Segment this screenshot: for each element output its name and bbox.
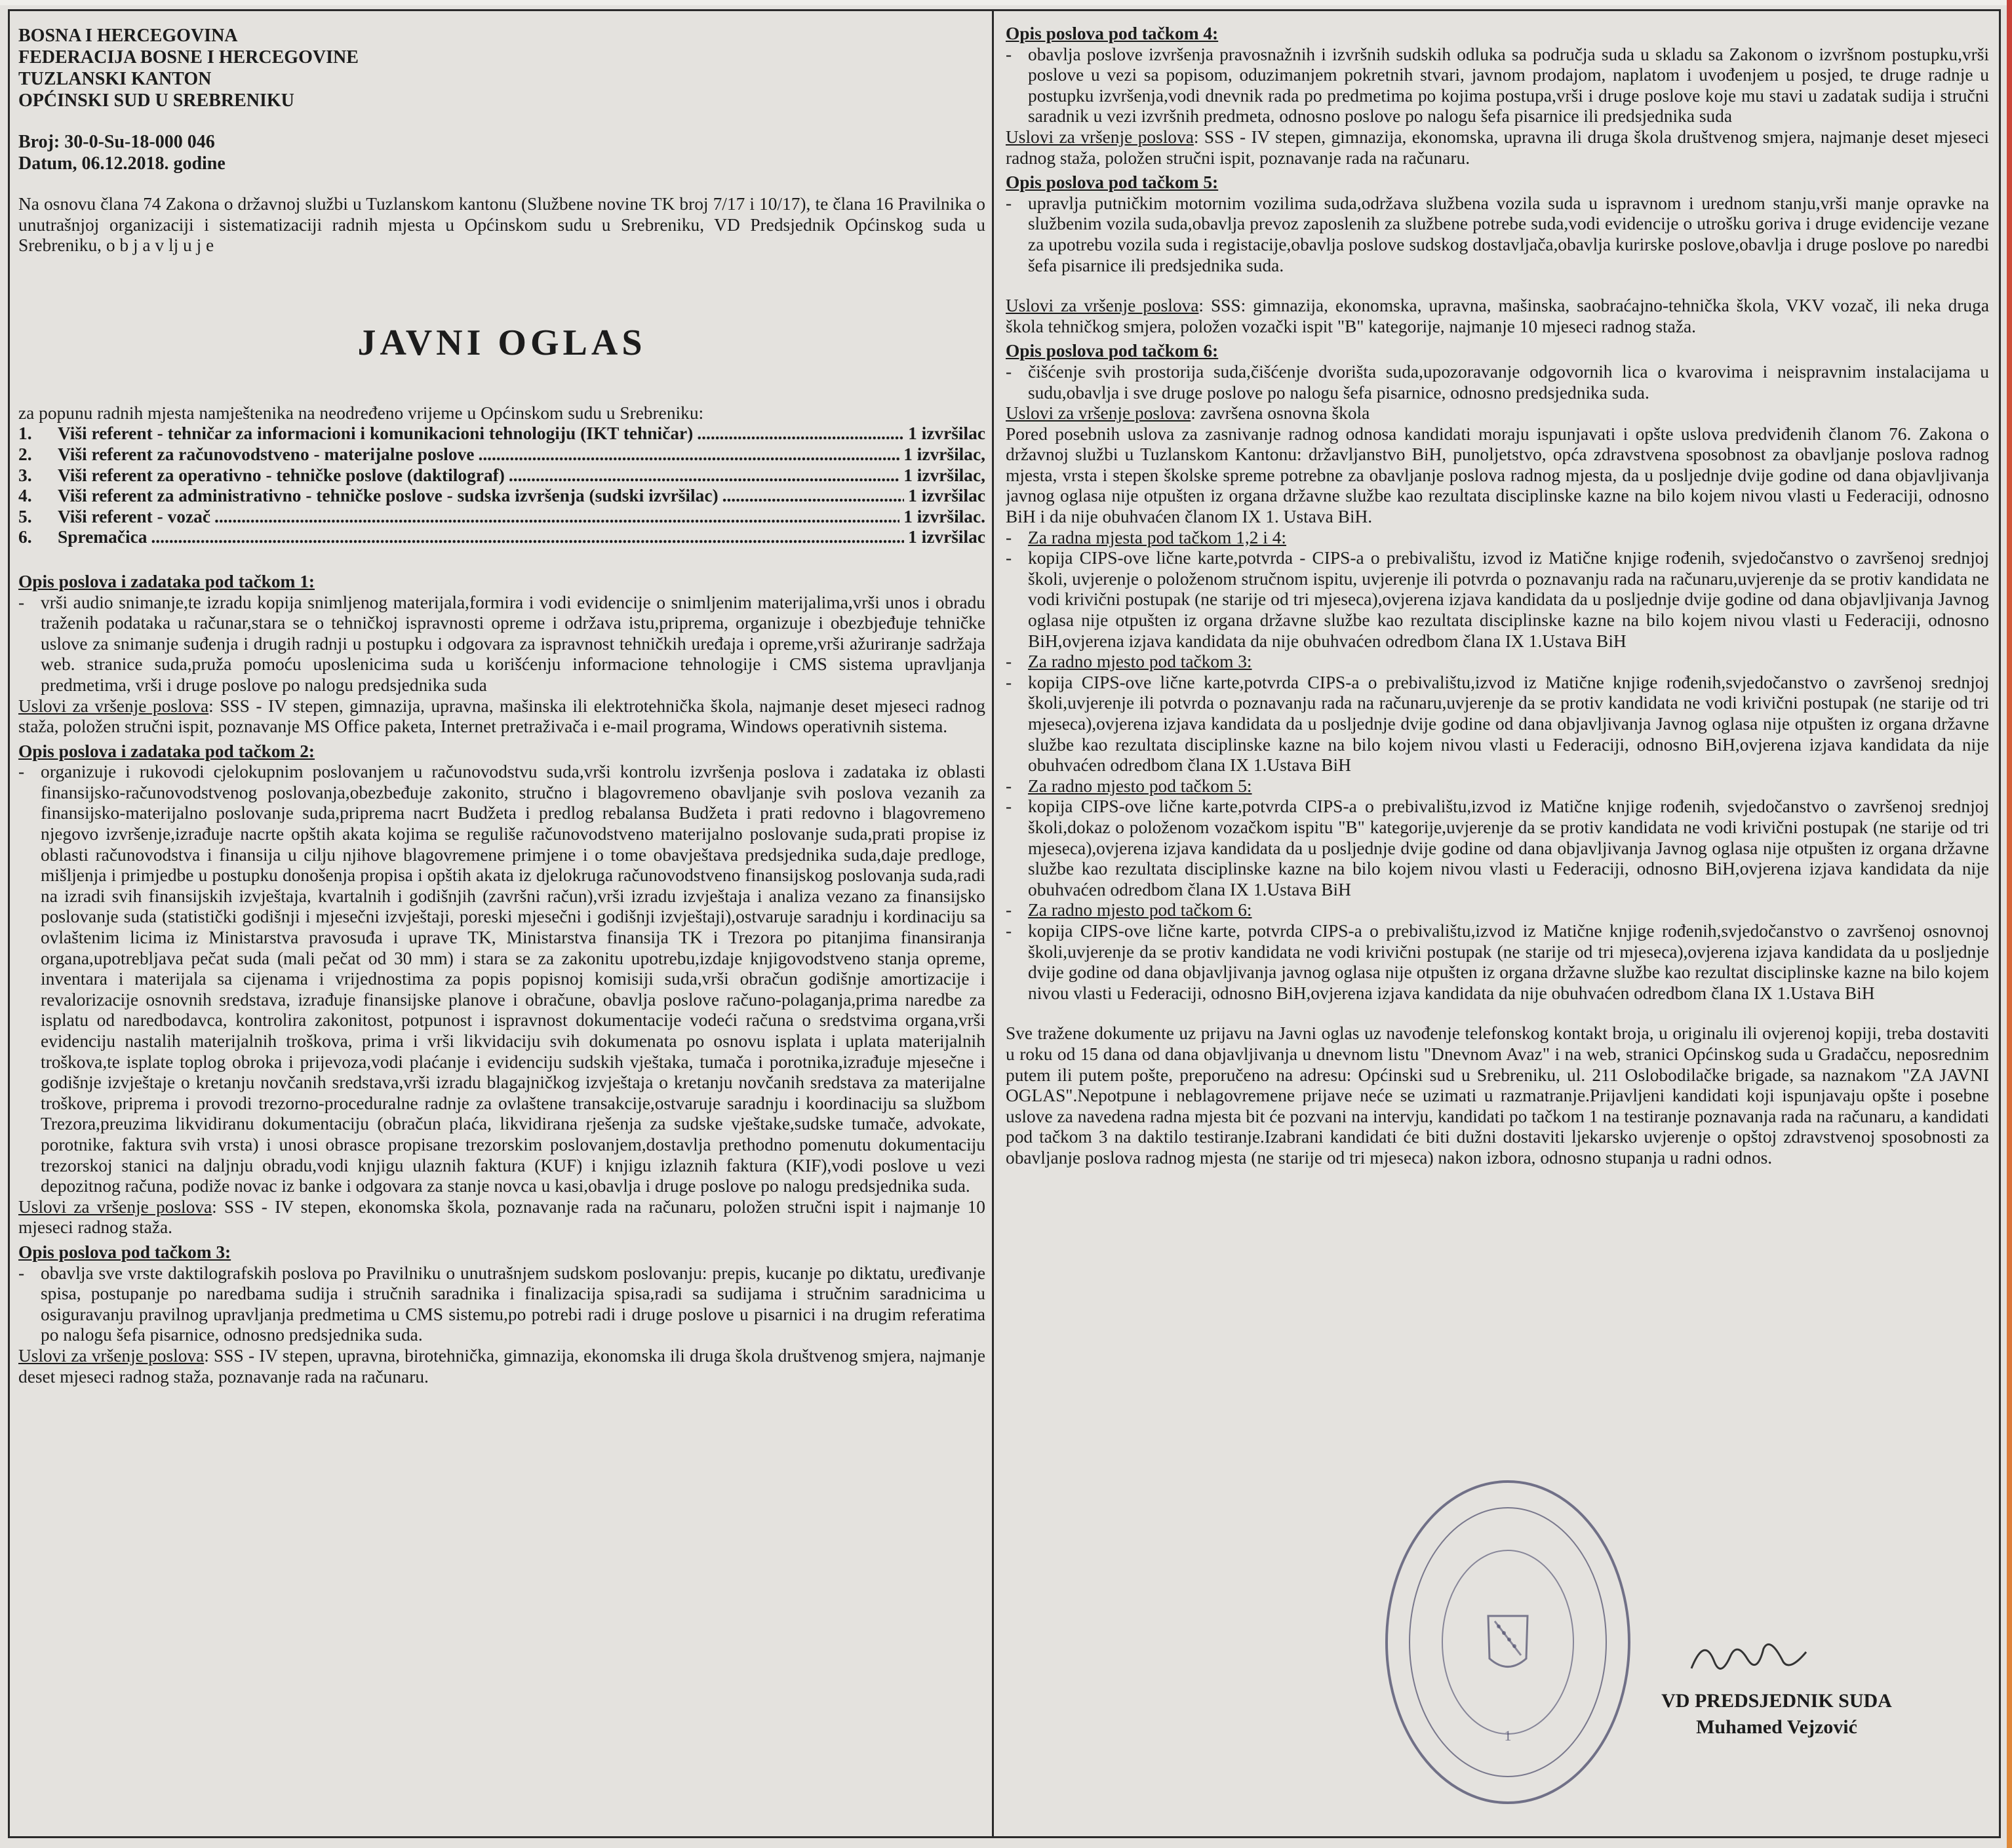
paper-right-edge — [2007, 0, 2012, 1848]
general-conditions: Pored posebnih uslova za zasnivanje radnog odnosa kandidati moraju ispunjavati i opšte uslova predviđenih članom 76. Zakona o državnoj službi u Tuzlanskom Kantonu: državljanstvo BiH, punoljetstvo, opća zdravstvena sposobnost za obavljanje poslova radnog mjesta, vrsta i stepen školske spreme potrebne za obavljanje poslova radnog mjesta, da u posljednje dvije godine od dana objavljivanja javnog oglasa nije otpušten iz organa državne službe kao rezultata disciplinske kazne na bilo kojem nivou vlasti u Federaciji, odnosno BiH i da nije obuhvaćen članom IX 1. Ustava BiH. — [1006, 423, 1989, 527]
docs-124-heading: - Za radna mjesta pod tačkom 1,2 i 4: — [1006, 527, 1287, 547]
signatory-title: VD PREDSJEDNIK SUDA — [1661, 1690, 1892, 1712]
closing-paragraph: Sve tražene dokumente uz prijavu na Javni oglas uz navođenje telefonskog kontakt broja, u originalu ili ovjerenoj kopiji, treba dostaviti u roku od 15 dana od dana objavljivanja u dnevnom listu "Dnevnom Avaz" i na web, stranici Općinskog suda u Gradačcu, neposrednim putem ili putem pošte, preporučeno na adresu: Općinski sud u Srebreniku, ul. 211 Oslobodilačke brigade, sa naznakom "ZA JAVNI OGLAS".Nepotpune i neblagovremene prijave neće se uzimati u razmatranje.Prijavljeni kandidati koji ispunjavaju opšte i posebne uslove za navedena radna mjesta bit će pozvani na intervju, kandidati po tačkom 1 na testiranje poznavanja rada na računaru, a kandidati pod tačkom 3 na daktilo testiranje.Izabrani kandidati će biti dužni dostaviti ljekarsko uvjerenje o opštoj zdravstvenoj sposobnosti za obavljanje poslova radnog mjesta (ne starije od tri mjeseca) nakon izbora, odnosno stupanja u radni odnos. — [1006, 1023, 1989, 1168]
reference-number: Broj: 30-0-Su-18-000 046 — [18, 132, 215, 152]
section-3-description: - obavlja sve vrste daktilografskih poslova po Pravilniku o unutrašnjem sudskom poslovanju: prepis, kucanje po diktatu, uređivanje spisa, postupanje po naredbama sudija i stručnih saradnika i finalizacija spisa,radi sa sudijama i stručnim saradnicima u osiguravanju pravilnog upravljanja predmetima u CMS sistemu,po potrebi radi i druge poslove u pisarnici i na drugim referatima po nalogu šefa pisarnice, odnosno predsjednika suda. — [18, 1263, 985, 1345]
section-2-description: - organizuje i rukovodi cjelokupnim poslovanjem u računovodstvu suda,vrši kontrolu izvršenja poslova i zadataka iz oblasti finansijsko-računovodstvenog poslovanja,obezbeđuje zakonito, stručno i blagovremeno obavljanje svih poslova vezanih za finansijsko-materijalno poslovanje suda,priprema nacrt Budžeta i predlog rebalansa Budžeta i prati redovno i blagovremeno njegovo izvršenje,izrađuje nacrte opštih akata kojima se reguliše računovodstveno materijalno poslovanje suda,prati propise iz oblasti računovodstva i finansija u cilju njihove blagovremene primjene i o tome obavještava predsjednika suda,daje predloge, mišljenja i primjedbe u postupku donošenja propisa i opštih akata iz djelokruga računovodstveno finansijskog poslovanja suda,radi na izradi svih finansijskih izvještaja, kvartalnih i godišnjih (završni račun),vrši izradu izvještaja i analiza vezano za finansijsko poslovanje suda (statistički godišnji i mjesečni izvještaji, poreski mjesečni i godišnji izvještaji),ostvaruje saradnju i kordinaciju sa ovlaštenim licima iz Ministarstva pravosuđa i uprave TK, Ministarstva finansija TK i Trezora po pitanjima finansiranja organa,upotrebljava pečat suda (mali pečat od 30 mm) i stara se za zakonitu upotrebu,izdaje knjigovodstveno stanja opreme, inventara i materijala sa cijenama i vrijednostima za popis popisnoj komisiji suda,vrši obračun godišnje amortizacije i revalorizacije osnovnih sredstava, izrađuje finansijske planove i obračune, obavlja poslove računo-polaganja,prima naredbe za isplatu od naredbodavca, kontrolira zakonitost, potpunost i ispravnost dokumentacije vodeći računa o sredstvima organa,vrši evidenciju nastalih materijalnih troškova, prima i vrši likvidaciju svih dokumenata po osnovu isplata i uplata materijalnih troškova,te isplate toplog obroka i prijevoza,vodi plaćanje i evidenciju sudskih vještaka, tumača i porotnika,izrađuje mjesečne i godišnje izvještaje o kretanju novčanih sredstava,vrši izradu blagajničkog izvještaja o kretanju novčanih sredstava za materijalne troškove, priprema i provodi trezorno-proceduralne radnje za ovlaštene transakcije,ostvaruje saradnju i koordinaciju sa službom Trezora,preuzima likvidiranu dokumentaciju (obračun plaća, likvidirana rješenja za sudske vještake,sudske tumače, advokate, porotnike, faktura svih vrsta) i unosi obrasce propisane trezorskim poslovanjem,dostavlja prethodno pomenutu dokumentaciju trezorskoj stanici na daljnju obradu,vodi knjigu ulaznih faktura (KUF) i knjigu izlaznih faktura (KIF),vodi poslove u vezi depozitnog računa, podiže novac iz banke i odgovara za stanje novca u kasi,obavlja i druge poslove po nalogu predsjednika suda. — [18, 762, 985, 1196]
section-4-description: - obavlja poslove izvršenja pravosnažnih i izvršnih sudskih odluka sa područja suda u skladu sa Zakonom o izvršnom postupku,vrši poslove u vezi sa popisom, oduzimanjem pokretnih stvari, javnom prodajom, naplatom i uvođenjem u posjed, te druge radnje u postupku izvršenja,vodi dnevnik rada po predmetima po kojima postupa,vrši i druge poslove koje mu stavi u zadatak sudija i stručni saradnik u vezi izvršnih predmeta, odnosno poslove po nalogu šefa pisarnice ili predsjednika suda — [1006, 44, 1989, 127]
paper-top-edge — [0, 0, 2012, 5]
section-6-conditions: Uslovi za vršenje poslova: završena osnovna škola — [1006, 403, 1370, 423]
left-column — [18, 25, 985, 1828]
svg-text:1: 1 — [1504, 1727, 1512, 1744]
ad-subtitle: za popunu radnih mjesta namještenika na neodređeno vrijeme u Općinskom sudu u Srebreniku: — [18, 403, 704, 423]
document-date: Datum, 06.12.2018. godine — [18, 153, 226, 174]
section-3-conditions: Uslovi za vršenje poslova: SSS - IV stepen, upravna, birotehnička, gimnazija, ekonomska ili druga škola društvenog smjera, najmanje deset mjeseci radnog staža, poznavanje rada na računaru. — [18, 1345, 985, 1386]
intro-paragraph: Na osnovu člana 74 Zakona o državnoj službi u Tuzlanskom kantonu (Službene novine TK broj 7/17 i 10/17), te člana 16 Pravilnika o unutrašnjoj organizaciji i sistematizaciji radnih mjesta u Općinskom sudu u Srebreniku, VD Predsjednik Općinskog suda u Srebreniku, o b j a v lj u j e — [18, 194, 985, 256]
section-1-heading: Opis poslova i zadataka pod tačkom 1: — [18, 571, 315, 591]
docs-6-heading: - Za radno mjesto pod tačkom 6: — [1006, 900, 1252, 920]
section-1-conditions: Uslovi za vršenje poslova: SSS - IV stepen, gimnazija, upravna, mašinska ili elektrotehnička škola, najmanje deset mjeseci radnog staža, položen stručni ispit, poznavanje MS Office paketa, Internet pretraživača i e-mail programa, Windows operativnih sistema. — [18, 696, 985, 737]
header-line-3: TUZLANSKI KANTON — [18, 69, 212, 89]
header-line-1: BOSNA I HERCEGOVINA — [18, 26, 238, 46]
signature-area — [1377, 1472, 1967, 1832]
section-2-heading: Opis poslova i zadataka pod tačkom 2: — [18, 741, 315, 761]
header-line-4: OPĆINSKI SUD U SREBRENIKU — [18, 90, 294, 111]
position-item-4: 4. Viši referent za administrativno - tehničke poslove - sudska izvršenja (sudski izvršilac) ..... 1 izvršilac — [18, 486, 985, 507]
section-6-description: - čišćenje svih prostorija suda,čišćenje dvorišta suda,upozoravanje odgovornih lica o kvarovima i neispravnim instalacijama u sudu,obavlja i sve druge poslove po nalogu šefa pisarnice, odnosno predsjednika suda. — [1006, 361, 1989, 403]
header-line-2: FEDERACIJA BOSNE I HERCEGOVINE — [18, 47, 359, 68]
section-4-heading: Opis poslova pod tačkom 4: — [1006, 24, 1219, 43]
signatory-block — [1639, 1688, 1914, 1740]
position-item-3: 3. Viši referent za operativno - tehničke poslove (daktilograf) ..... 1 izvršilac, — [18, 465, 985, 486]
docs-5-heading: - Za radno mjesto pod tačkom 5: — [1006, 776, 1252, 796]
court-stamp-icon — [1377, 1472, 1639, 1813]
section-3-heading: Opis poslova pod tačkom 3: — [18, 1242, 231, 1262]
position-item-2: 2. Viši referent za računovodstveno - materijalne poslove ..... 1 izvršilac, — [18, 444, 985, 465]
section-6-heading: Opis poslova pod tačkom 6: — [1006, 341, 1219, 361]
position-item-6: 6. Spremačica ..... 1 izvršilac — [18, 527, 985, 548]
ad-title: JAVNI OGLAS — [357, 322, 646, 363]
docs-5-text: - kopija CIPS-ove lične karte,potvrda CIPS-a o prebivalištu,izvod iz Matične knjige rođenih, svjedočanstvo o završenoj srednjoj školi,dokaz o položenom vozačkom ispitu "B" kategorije,uvjerenje da se protiv kandidata ne vodi krivični postupak (ne starije od tri mjeseca),ovjerena izjava kandidata da u posljednje dvije godine od dana objavljivanja Javnog oglasa nije otpušten iz organa državne službe kao rezultata disciplinske kazne na bilo kojem nivou vlasti u Federaciji, odnosno BiH,ovjerena izjava kandidata da nije obuhvaćen odredbom člana IX 1.Ustava BiH — [1006, 796, 1989, 899]
docs-3-heading: - Za radno mjesto pod tačkom 3: — [1006, 652, 1252, 672]
docs-6-text: - kopija CIPS-ove lične karte, potvrda CIPS-a o prebivalištu,izvod iz Matične knjige rođenih,svjedočanstvo o završenoj osnovnoj školi,uvjerenje da se protiv kandidata ne vodi krivični postupak (ne starije od tri mjeseca),ovjerena izjava kandidata da u posljednje dvije godine od dana objavljivanja javnog oglasa nije otpušten iz organa državne službe kao rezultat disciplinske kazne na bilo kojem nivou vlasti u Federaciji, odnosno BiH,ovjerena izjava kandidata da nije obuhvaćen odredbom člana IX 1.Ustava BiH — [1006, 920, 1989, 1003]
docs-124-text: - kopija CIPS-ove lične karte,potvrda - CIPS-a o prebivalištu, izvod iz Matične knjige rođenih, svjedočanstvo o završenoj srednjoj školi, uvjerenje o položenom stručnom ispitu, uvjerenje ili potvrda o poznavanju rada na računaru,uvjerenje da se protiv kandidata ne vodi krivični postupak (ne starije od tri mjeseca),ovjerena izjava kandidata da u posljednje dvije godine od dana objavljivanja Javnog oglasa nije otpušten iz organa državne službe kao rezultata disciplinske kazne na bilo kojem nivou vlasti u Federaciji, odnosno BiH,ovjerena izjava kandidata da nije obuhvaćen odredbom člana IX 1.Ustava BiH — [1006, 548, 1989, 651]
position-item-1: 1. Viši referent - tehničar za informacioni i komunikacioni tehnologiju (IKT tehničar) ..... 1 izvršilac — [18, 423, 985, 444]
handwritten-signature — [1685, 1622, 1816, 1688]
docs-3-text: - kopija CIPS-ove lične karte,potvrda CIPS-a o prebivalištu,izvod iz Matične knjige rođenih,svjedočanstvo o završenoj srednjoj školi,uvjerenje ili potvrda o poznavanju rada na računaru,uvjerenje da se protiv kandidata ne vodi krivični postupak (ne starije od tri mjeseca),ovjerena izjava kandidata da u posljednje dvije godine od dana objavljivanja Javnog oglasa nije otpušten iz organa državne službe kao rezultata disciplinske kazne na bilo kojem nivou vlasti u Federaciji, odnosno BiH,ovjerena izjava kandidata da nije obuhvaćen odredbom člana IX 1.Ustava BiH — [1006, 672, 1989, 776]
section-1-description: - vrši audio snimanje,te izradu kopija snimljenog materijala,formira i vodi evidencije o snimljenim materijalima,vrši unos i obradu traženih podataka u računar,stara se o tehničkoj ispravnosti opreme i održava istu,priprema, organizuje i obezbjeđuje tehničke uslove za snimanje suđenja i drugih radnji u postupku i odgovara za ispravnost tehničkih uređaja i opreme,vrši ažuriranje sadržaja web. stranice suda,pruža pomoću uposlenicima suda u korišćenju informacione tehnologije i CMS sistema upravljanja predmetima, vrši i druge poslove po nalogu predsjednika suda — [18, 592, 985, 695]
section-5-heading: Opis poslova pod tačkom 5: — [1006, 172, 1219, 193]
section-2-conditions: Uslovi za vršenje poslova: SSS - IV stepen, ekonomska škola, poznavanje rada na računaru, položen stručni ispit i najmanje 10 mjeseci radnog staža. — [18, 1196, 985, 1238]
position-item-5: 5. Viši referent - vozač ..... 1 izvršilac. — [18, 507, 985, 528]
section-4-conditions: Uslovi za vršenje poslova: SSS - IV stepen, gimnazija, ekonomska, upravna ili druga škola društvenog smjera, najmanje deset mjeseci radnog staža, položen stručni ispit, poznavanje rada na računaru. — [1006, 127, 1989, 168]
signatory-name: Muhamed Vejzović — [1696, 1716, 1857, 1738]
section-5-description: - upravlja putničkim motornim vozilima suda,održava službena vozila suda u ispravnom i urednom stanju,vrši manje opravke na službenim vozila suda,obavlja prevoz zaposlenih za službene potrebe suda,vodi evidencije o utrošku goriva i druge evidencije vezane za upotrebu vozila suda i registacije,obavlja poslove sudskog dostavljača,obavlja kurirske poslove,obavlja i druge poslove po naredbi šefa pisarnice ili predsjednika suda. — [1006, 193, 1989, 275]
positions-list — [18, 423, 985, 548]
column-divider — [992, 9, 994, 1838]
section-5-conditions: Uslovi za vršenje poslova: SSS: gimnazija, ekonomska, upravna, mašinska, saobraćajno-tehnička škola, VKV vozač, ili neka druga škola tehničkog smjera, položen vozački ispit "B" kategorije, najmanje 10 mjeseci radnog staža. — [1006, 296, 1989, 336]
